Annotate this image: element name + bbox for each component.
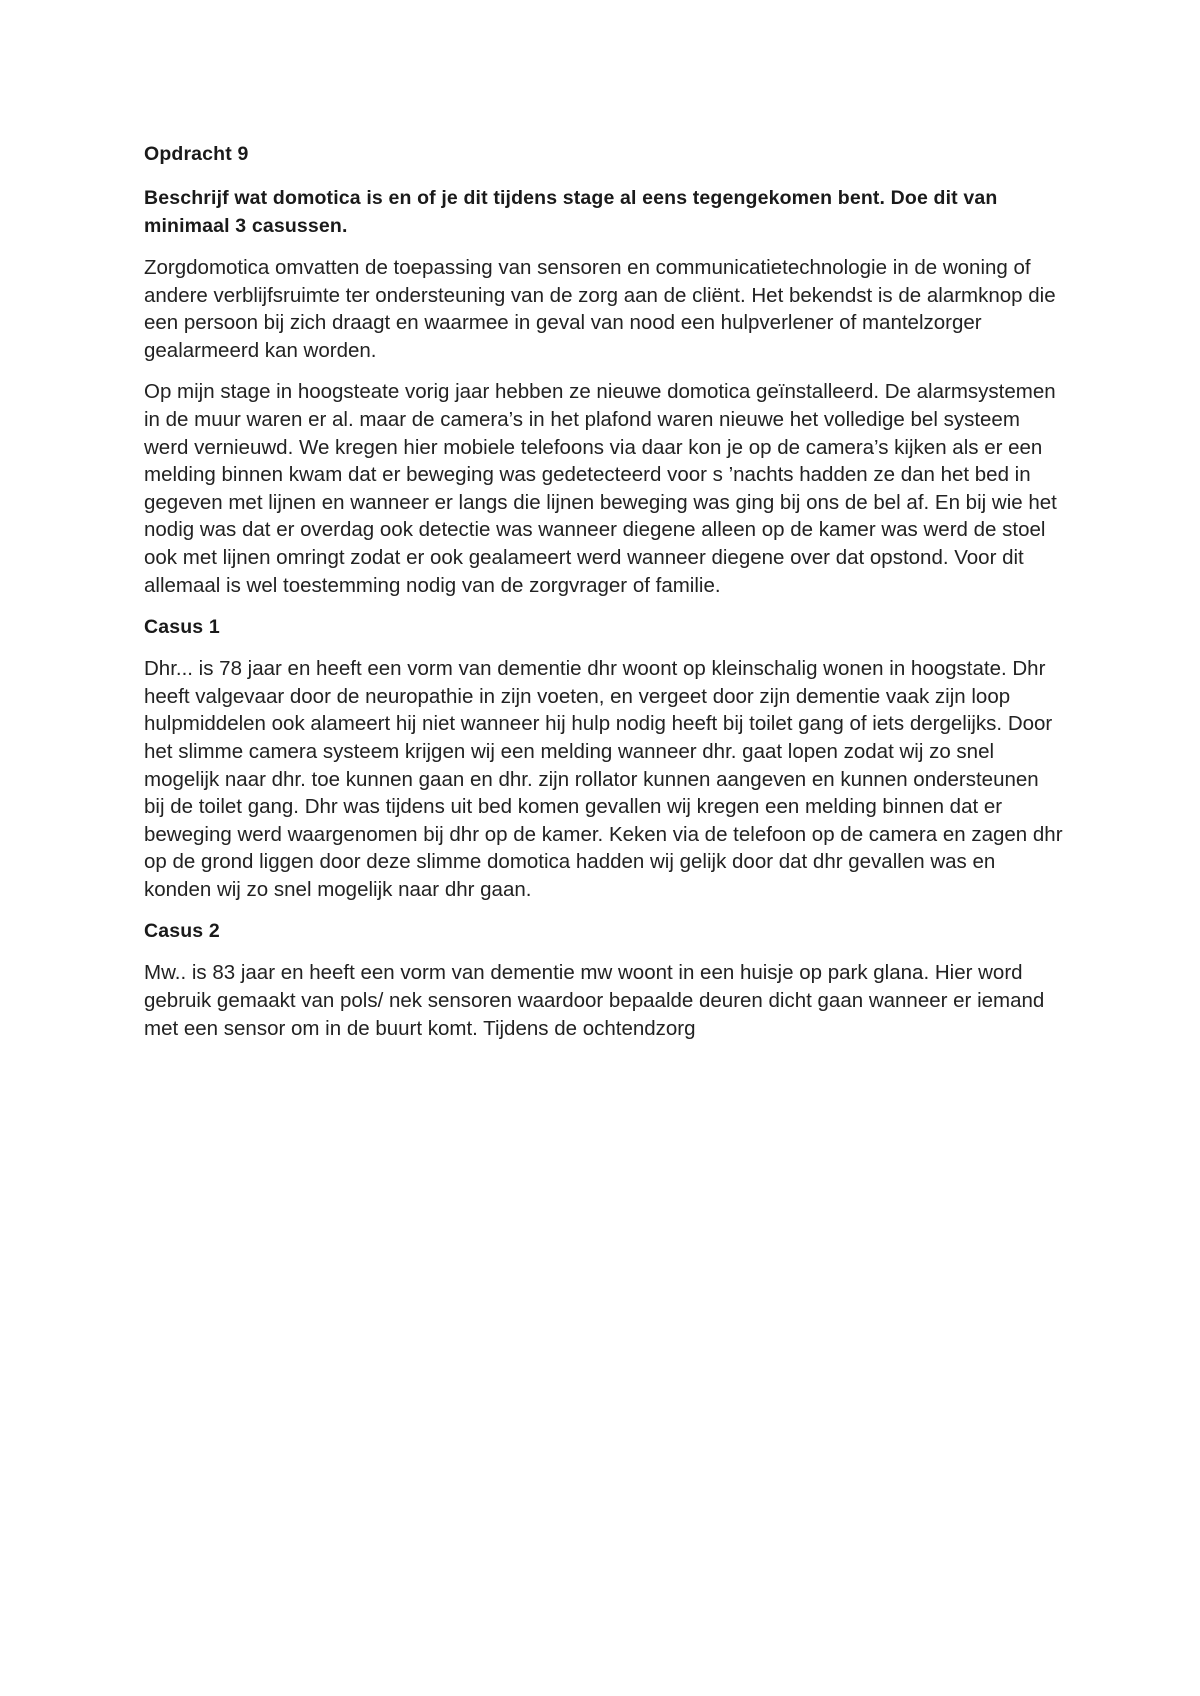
casus1-paragraph: Dhr... is 78 jaar en heeft een vorm van dementie dhr woont op kleinschalig wonen in hoogstate. Dhr heeft valgevaar door de neuropathie in zijn voeten, en vergeet door zijn dementie vaak zijn loop hulpmiddelen ook alameert hij niet wanneer hij hulp nodig heeft bij toilet gang of iets dergelijks. Door het slimme camera systeem krijgen wij een melding wanneer dhr. gaat lopen zodat wij zo snel mogelijk naar dhr. toe kunnen gaan en dhr. zijn rollator kunnen aangeven en kunnen ondersteunen bij de toilet gang. Dhr was tijdens uit bed komen gevallen wij kregen een melding binnen dat er beweging werd waargenomen bij dhr op de kamer. Keken via de telefoon op de camera en zagen dhr op de grond liggen door deze slimme domotica hadden wij gelijk door dat dhr gevallen was en konden wij zo snel mogelijk naar dhr gaan.: [144, 657, 1063, 901]
assignment-question: Beschrijf wat domotica is en of je dit tijdens stage al eens tegengekomen bent. Doe dit van minimaal 3 casussen.: [144, 187, 998, 237]
document-content: [144, 140, 1064, 1056]
intro-paragraph: Zorgdomotica omvatten de toepassing van sensoren en communicatietechnologie in de woning of andere verblijfsruimte ter ondersteuning van de zorg aan de cliënt. Het bekendst is de alarmknop die een persoon bij zich draagt en waarmee in geval van nood een hulpverlener of mantelzorger gealarmeerd kan worden.: [144, 256, 1056, 362]
assignment-heading: Opdracht 9: [144, 143, 249, 165]
casus2-heading: Casus 2: [144, 920, 220, 943]
stage-paragraph: Op mijn stage in hoogsteate vorig jaar hebben ze nieuwe domotica geïnstalleerd. De alarmsystemen in de muur waren er al. maar de camera’s in het plafond waren nieuwe het volledige bel systeem werd vernieuwd. We kregen hier mobiele telefoons via daar kon je op de camera’s kijken als er een melding binnen kwam dat er beweging was gedetecteerd voor s ’nachts hadden ze dan het bed in gegeven met lijnen en wanneer er langs die lijnen beweging was ging bij ons de bel af. En bij wie het nodig was dat er overdag ook detectie was wanneer diegene alleen op de kamer was werd de stoel ook met lijnen omringt zodat er ook gealameert werd wanneer diegene over dat opstond. Voor dit allemaal is wel toestemming nodig van de zorgvrager of familie.: [144, 380, 1057, 597]
casus1-heading: Casus 1: [144, 616, 220, 639]
casus2-paragraph: Mw.. is 83 jaar en heeft een vorm van dementie mw woont in een huisje op park glana. Hier word gebruik gemaakt van pols/ nek sensoren waardoor bepaalde deuren dicht gaan wanneer er iemand met een sensor om in de buurt komt. Tijdens de ochtendzorg: [144, 961, 1045, 1040]
